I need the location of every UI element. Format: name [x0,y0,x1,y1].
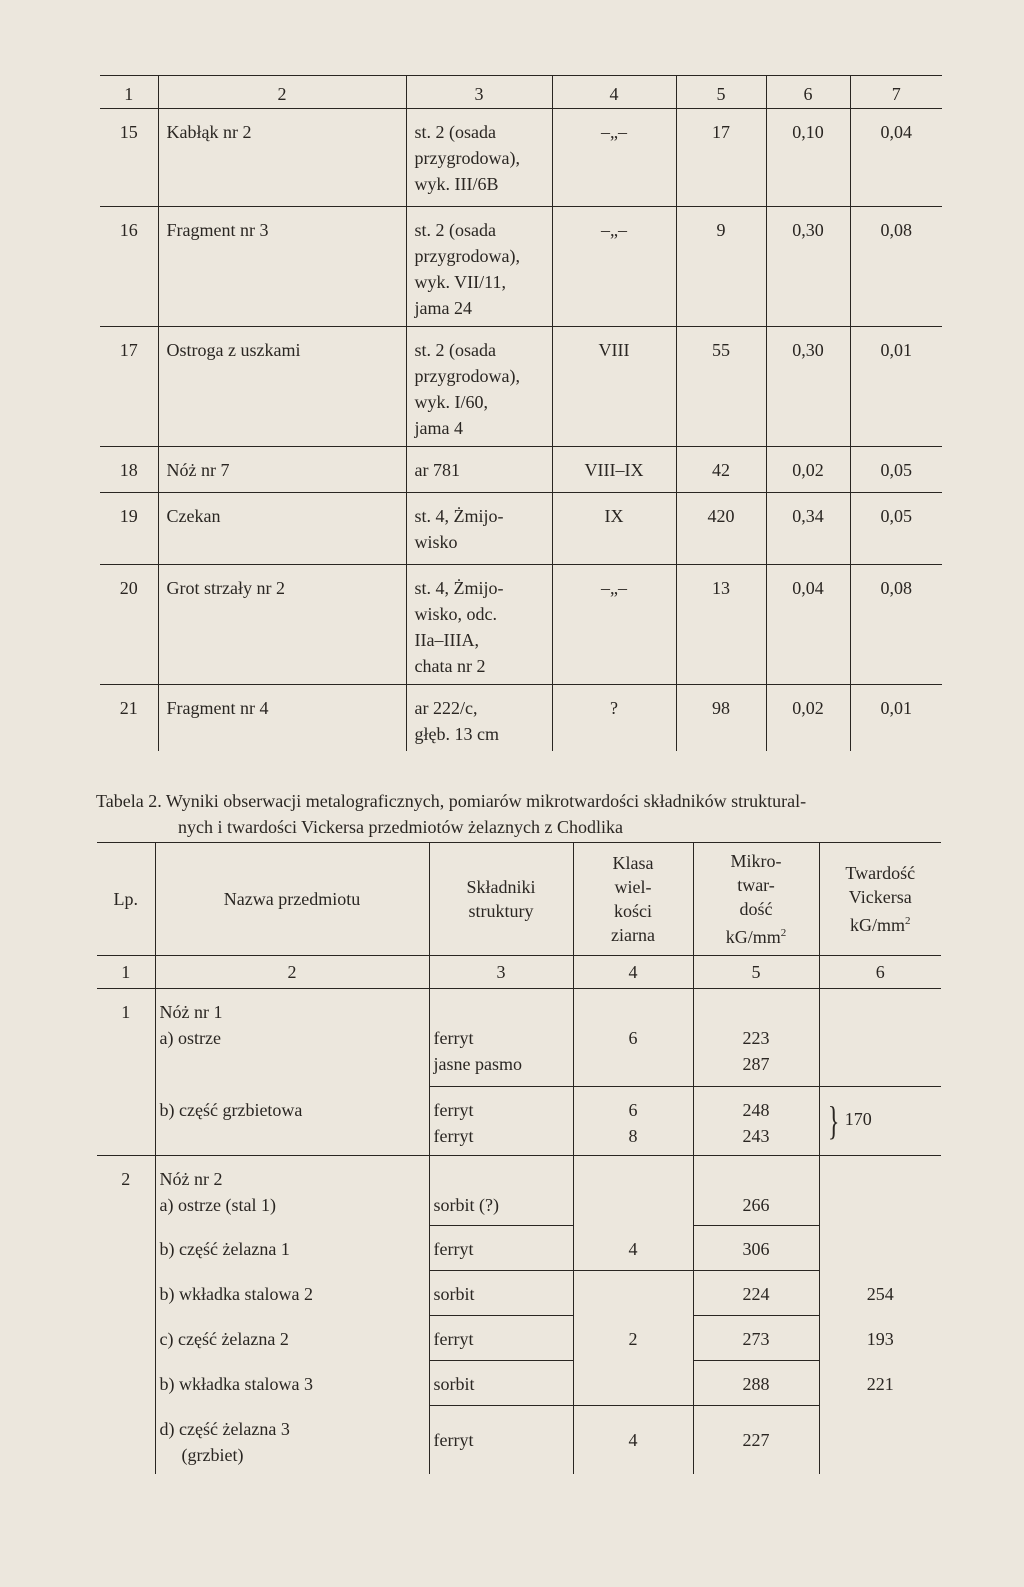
site-line: st. 2 (osada [414,220,496,240]
row-microhardness: 224 [693,1271,819,1316]
row-grain [573,1361,693,1406]
row-site [406,207,552,327]
table-row [97,1156,941,1226]
row-col5: 55 [676,327,766,447]
col-number-1: 1 [97,956,155,989]
row-microhardness: 227 [693,1406,819,1474]
row-lp: 17 [100,327,158,447]
row-site [406,493,552,565]
row-lp: 20 [100,565,158,685]
col-number-6: 6 [766,76,850,109]
row-microhardness: 288 [693,1361,819,1406]
row-col7: 0,04 [850,109,942,207]
row-microhardness: 273 [693,1316,819,1361]
table-row [100,207,942,327]
site-line: przygrodowa), [414,246,520,266]
header-line: Vickersa [848,887,912,907]
row-structure: sorbit [429,1361,573,1406]
row-grain: 4 [573,1226,693,1271]
row-col7: 0,01 [850,685,942,752]
row-vickers [819,1406,941,1474]
structure-value: ferryt [433,1028,474,1048]
row-name: Ostroga z uszkami [158,327,406,447]
row-lp: 1 [121,1002,131,1022]
site-line: jama 24 [414,298,472,318]
row-lp [97,1271,155,1316]
row-microhardness [693,1156,819,1226]
row-grain [573,989,693,1087]
row-microhardness: 306 [693,1226,819,1271]
header-grain-class [573,843,693,956]
row-col5: 17 [676,109,766,207]
col-number-5: 5 [676,76,766,109]
table-row [97,1226,941,1271]
row-col6: 0,04 [766,565,850,685]
row-col7: 0,05 [850,493,942,565]
row-site [406,685,552,752]
row-name [155,1156,429,1226]
table-1-continued [100,75,942,751]
structure-value: ferryt [433,1100,474,1120]
row-name: Fragment nr 4 [158,685,406,752]
header-line: struktury [468,901,534,921]
site-line: ar 781 [414,460,460,480]
row-grain: 4 [573,1406,693,1474]
micro-value: 266 [742,1195,770,1215]
sub-item-label: a) ostrze [159,1028,221,1048]
row-vickers: 193 [819,1316,941,1361]
row-col5: 13 [676,565,766,685]
table-2-caption [96,788,956,840]
row-structure [429,1087,573,1156]
header-line: twar- [737,875,775,895]
row-col6: 0,30 [766,327,850,447]
header-line: kości [614,901,652,921]
row-vickers [819,1156,941,1226]
table-row [100,109,942,207]
row-structure: sorbit [429,1271,573,1316]
caption-line-2: nych i twardości Vickersa przedmiotów żelaznych z Chodlika [178,817,623,837]
row-vickers: 254 [819,1271,941,1316]
header-line: Mikro- [730,851,782,871]
unit-text: kG/mm [725,927,781,947]
site-line: wisko [414,532,458,552]
row-name: b) wkładka stalowa 2 [155,1271,429,1316]
col-number-4: 4 [552,76,676,109]
row-vickers: 221 [819,1361,941,1406]
col-number-3: 3 [429,956,573,989]
row-name [155,989,429,1087]
site-line: wyk. VII/11, [414,272,506,292]
row-lp [97,1316,155,1361]
table-2-number-row [97,956,941,989]
row-structure: ferryt [429,1226,573,1271]
row-name: Grot strzały nr 2 [158,565,406,685]
site-line: wyk. III/6B [414,174,499,194]
row-grain [573,1271,693,1316]
row-structure: ferryt [429,1406,573,1474]
grain-value: 8 [628,1126,638,1146]
col-number-1: 1 [100,76,158,109]
row-vickers [819,1226,941,1271]
row-site [406,109,552,207]
row-name [155,1406,429,1474]
col-number-6: 6 [819,956,941,989]
row-name: c) część żelazna 2 [155,1316,429,1361]
row-col7: 0,08 [850,207,942,327]
header-line: Składniki [466,877,536,897]
header-lp: Lp. [97,843,155,956]
site-line: IIa–IIIA, [414,630,479,650]
row-microhardness [693,1087,819,1156]
row-name: b) część żelazna 1 [155,1226,429,1271]
col-number-4: 4 [573,956,693,989]
row-lp [97,1087,155,1156]
micro-value: 287 [742,1054,770,1074]
table-row [97,1361,941,1406]
row-site [406,447,552,493]
micro-value: 243 [742,1126,770,1146]
row-lp [97,1406,155,1474]
structure-value: sorbit (?) [433,1195,499,1215]
table-row [97,1406,941,1474]
site-line: przygrodowa), [414,148,520,168]
table-1-header-row [100,76,942,109]
row-lp [97,1361,155,1406]
row-col5: 98 [676,685,766,752]
col-number-2: 2 [158,76,406,109]
sub-item-label-cont: (grzbiet) [181,1444,244,1465]
site-line: wyk. I/60, [414,392,488,412]
table-2-header-row [97,843,941,956]
col-number-7: 7 [850,76,942,109]
col-number-2: 2 [155,956,429,989]
row-col5: 9 [676,207,766,327]
row-col6: 0,34 [766,493,850,565]
brace-icon: } [827,1098,839,1143]
row-col7: 0,08 [850,565,942,685]
row-col6: 0,02 [766,447,850,493]
row-lp: 2 [121,1169,131,1189]
row-col6: 0,30 [766,207,850,327]
site-line: wisko, odc. [414,604,497,624]
site-line: głęb. 13 cm [414,724,499,744]
header-vickers [819,843,941,956]
row-lp: 15 [100,109,158,207]
header-line: dość [739,899,773,919]
row-period: –„– [552,109,676,207]
row-period: ? [552,685,676,752]
sub-item-label: d) część żelazna 3 [159,1418,290,1439]
row-site [406,327,552,447]
header-line: ziarna [611,925,655,945]
row-name [155,1087,429,1156]
site-line: st. 2 (osada [414,340,496,360]
header-line [698,921,815,949]
row-grain [573,1087,693,1156]
row-vickers [819,989,941,1087]
row-col5: 42 [676,447,766,493]
table-row [100,447,942,493]
row-microhardness [693,989,819,1087]
table-row [100,565,942,685]
row-col6: 0,10 [766,109,850,207]
sub-item-label: a) ostrze (stal 1) [159,1195,276,1215]
row-name: Nóż nr 7 [158,447,406,493]
unit-superscript: 2 [905,915,911,927]
row-grain: 2 [573,1316,693,1361]
table-row [97,989,941,1087]
row-col7: 0,05 [850,447,942,493]
site-line: st. 4, Żmijo- [414,506,504,526]
row-structure: ferryt [429,1316,573,1361]
grain-value: 6 [628,1100,638,1120]
header-line: Twardość [845,863,916,883]
row-col6: 0,02 [766,685,850,752]
col-number-5: 5 [693,956,819,989]
micro-value: 248 [742,1100,770,1120]
row-period: VIII [552,327,676,447]
item-title: Nóż nr 2 [159,1169,223,1189]
site-line: ar 222/c, [414,698,478,718]
site-line: st. 4, Żmijo- [414,578,504,598]
structure-value: ferryt [433,1126,474,1146]
header-structure [429,843,573,956]
row-structure [429,989,573,1087]
row-lp: 19 [100,493,158,565]
row-grain [573,1156,693,1226]
row-vickers [819,1087,941,1156]
row-lp [97,1226,155,1271]
row-name: b) wkładka stalowa 3 [155,1361,429,1406]
sub-item-label: b) część grzbietowa [159,1099,303,1120]
unit-text: kG/mm [849,915,905,935]
row-period: VIII–IX [552,447,676,493]
header-line: wiel- [614,877,652,897]
row-site [406,565,552,685]
item-title: Nóż nr 1 [159,1002,223,1022]
site-line: jama 4 [414,418,463,438]
header-line [824,909,938,937]
header-line: Klasa [612,853,654,873]
micro-value: 223 [742,1028,770,1048]
row-period: IX [552,493,676,565]
row-period: –„– [552,207,676,327]
site-line: chata nr 2 [414,656,486,676]
row-lp: 16 [100,207,158,327]
row-period: –„– [552,565,676,685]
table-row [100,493,942,565]
vickers-value: 170 [844,1109,872,1130]
table-row [100,685,942,752]
caption-line-1: Tabela 2. Wyniki obserwacji metalograficznych, pomiarów mikrotwardości składników struktural- [96,791,807,811]
unit-superscript: 2 [780,927,787,939]
table-row [97,1316,941,1361]
table-row [97,1271,941,1316]
row-structure [429,1156,573,1226]
col-number-3: 3 [406,76,552,109]
table-row [97,1087,941,1156]
header-name: Nazwa przedmiotu [155,843,429,956]
table-row [100,327,942,447]
row-col5: 420 [676,493,766,565]
row-name: Czekan [158,493,406,565]
header-microhardness [693,843,819,956]
site-line: przygrodowa), [414,366,520,386]
row-lp: 18 [100,447,158,493]
grain-value: 6 [628,1028,638,1048]
site-line: st. 2 (osada [414,122,496,142]
table-2 [97,842,941,1474]
row-lp: 21 [119,698,138,718]
structure-value: jasne pasmo [433,1054,522,1074]
row-name: Fragment nr 3 [158,207,406,327]
row-name: Kabłąk nr 2 [158,109,406,207]
row-col7: 0,01 [850,327,942,447]
